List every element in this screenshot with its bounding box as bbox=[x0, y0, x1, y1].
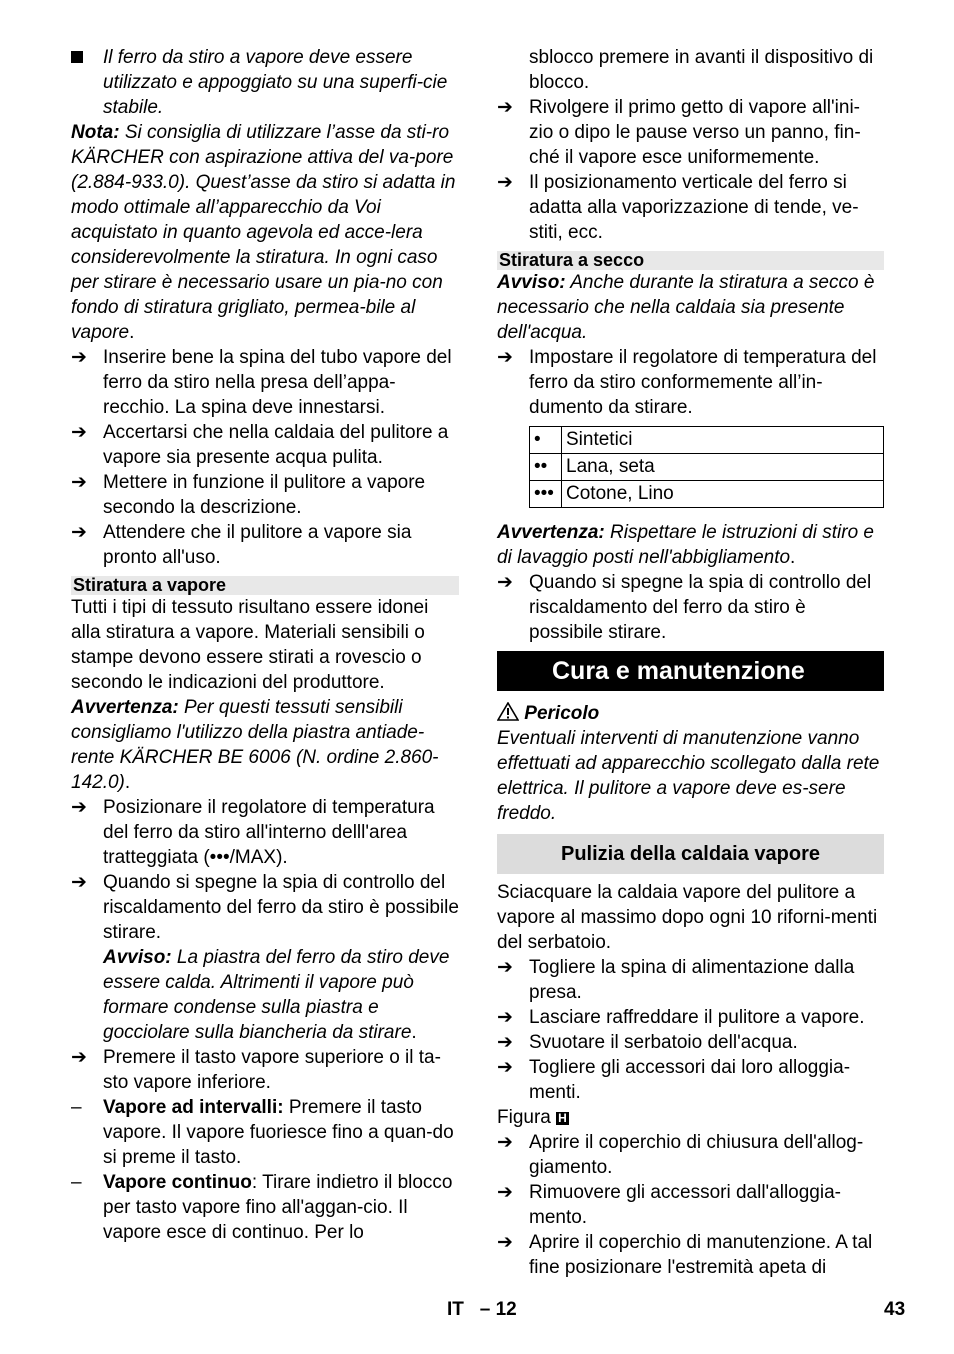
avvertenza-label: Avvertenza: bbox=[497, 522, 605, 543]
temperature-table bbox=[529, 426, 884, 508]
avvertenza-text: Rispettare le istruzioni di stiro e di lavaggio posti nell'abbigliamento bbox=[497, 522, 874, 568]
avviso-paragraph bbox=[103, 945, 459, 1045]
footer-local-page: – 12 bbox=[479, 1299, 517, 1320]
dash-item bbox=[71, 1170, 459, 1245]
step-item bbox=[497, 1180, 884, 1230]
avvertenza-paragraph bbox=[71, 695, 459, 795]
step-text: Accertarsi che nella caldaia del pulitore a vapore sia presente acqua pulita. bbox=[103, 422, 449, 468]
step-text: Rivolgere il primo getto di vapore all'ini-zio o dipo le pause verso un panno, fin-ché il vapore esce uniformemente. bbox=[529, 97, 861, 168]
avviso-paragraph bbox=[497, 270, 884, 345]
footer-page-label bbox=[447, 1297, 517, 1322]
step-item bbox=[71, 520, 459, 570]
arrow-icon: ➔ bbox=[497, 957, 513, 978]
step-item bbox=[497, 1130, 884, 1180]
table-row bbox=[530, 481, 884, 508]
warning-triangle-icon bbox=[497, 703, 519, 724]
figure-h-badge: H bbox=[558, 1111, 567, 1125]
arrow-icon: ➔ bbox=[497, 172, 513, 193]
step-item bbox=[71, 1045, 459, 1095]
vapore-intro: Tutti i tipi di tessuto risultano essere idonei alla stiratura a vapore. Materiali sensibili o stampe devono essere stirati a rovescio o secondo le indicazioni del produttore. bbox=[71, 597, 429, 693]
step-text: Attendere che il pulitore a vapore sia pronto all'uso. bbox=[103, 522, 412, 568]
pericolo-text: Eventuali interventi di manutenzione vanno effettuati ad apparecchio scollegato dalla rete elettrica. Il pulitore a vapore deve es-sere freddo. bbox=[497, 728, 880, 824]
step-item bbox=[71, 870, 459, 1045]
temp-label: Lana, seta bbox=[562, 454, 884, 481]
avvertenza-paragraph bbox=[497, 520, 884, 570]
avviso-end: . bbox=[411, 1022, 417, 1043]
temp-label: Sintetici bbox=[562, 427, 884, 454]
pericolo-label: Pericolo bbox=[524, 703, 600, 724]
bullet-item bbox=[71, 45, 459, 120]
arrow-icon: ➔ bbox=[497, 1032, 513, 1053]
arrow-icon: ➔ bbox=[71, 422, 87, 443]
dash-body: Premere il tasto vapore. Il vapore fuoriesce fino a quan-do si preme il tasto. bbox=[103, 1097, 454, 1168]
step-item bbox=[71, 795, 459, 870]
step-item bbox=[71, 420, 459, 470]
avviso-text: Anche durante la stiratura a secco è necessario che nella caldaia sia presente dell'acqua. bbox=[497, 272, 875, 343]
step-item bbox=[497, 345, 884, 420]
arrow-icon: ➔ bbox=[497, 1232, 513, 1253]
footer-lang: IT bbox=[447, 1299, 464, 1320]
avviso-text: La piastra del ferro da stiro deve essere calda. Altrimenti il vapore può formare condense sulla piastra e gocciolare sulla biancheria da stirare bbox=[103, 947, 450, 1043]
arrow-icon: ➔ bbox=[497, 1132, 513, 1153]
arrow-icon: ➔ bbox=[71, 797, 87, 818]
step-item bbox=[497, 570, 884, 645]
figura-reference bbox=[497, 1105, 884, 1130]
arrow-icon: ➔ bbox=[497, 1057, 513, 1078]
step-item bbox=[71, 345, 459, 420]
dash-body: : Tirare indietro il blocco per tasto vapore fino all'aggan-cio. Il vapore esce di continuo. Per lo bbox=[103, 1172, 453, 1243]
step-text: Inserire bene la spina del tubo vapore del ferro da stiro nella presa dell’appa-recchio. La spina deve innestarsi. bbox=[103, 347, 452, 418]
continued-text: sblocco premere in avanti il dispositivo di blocco. bbox=[529, 47, 874, 93]
figura-label: Figura bbox=[497, 1107, 551, 1128]
step-text: Posizionare il regolatore di temperatura del ferro da stiro all'interno delll'area tratteggiata (•••/MAX). bbox=[103, 797, 435, 868]
nota-paragraph bbox=[71, 120, 459, 345]
bullet-text: Il ferro da stiro a vapore deve essere utilizzato e appoggiato su una superfi-cie stabile. bbox=[103, 47, 448, 118]
temp-label: Cotone, Lino bbox=[562, 481, 884, 508]
section-heading-pulizia: Pulizia della caldaia vapore bbox=[497, 834, 884, 874]
step-item bbox=[497, 1055, 884, 1105]
arrow-icon: ➔ bbox=[71, 1047, 87, 1068]
avvertenza-label: Avvertenza: bbox=[71, 697, 179, 718]
pericolo-heading bbox=[497, 701, 884, 726]
chapter-heading: Cura e manutenzione bbox=[497, 651, 884, 691]
step-text: Lasciare raffreddare il pulitore a vapore. bbox=[529, 1007, 865, 1028]
step-text: Impostare il regolatore di temperatura del ferro da stiro conformemente all’in-dumento da stirare. bbox=[529, 347, 877, 418]
avvertenza-text: Per questi tessuti sensibili consigliamo l'utilizzo della piastra antiade-rente KÄRCHER BE 6006 (N. ordine 2.860-142.0) bbox=[71, 697, 439, 793]
arrow-icon: ➔ bbox=[497, 1182, 513, 1203]
nota-label: Nota: bbox=[71, 122, 120, 143]
step-text: Togliere la spina di alimentazione dalla presa. bbox=[529, 957, 855, 1003]
avvertenza-end: . bbox=[790, 547, 796, 568]
dash-label: Vapore ad intervalli: bbox=[103, 1097, 284, 1118]
step-text: Aprire il coperchio di manutenzione. A tal fine posizionare l'estremità apeta di bbox=[529, 1232, 873, 1278]
temp-dots: • bbox=[530, 427, 562, 454]
arrow-icon: ➔ bbox=[497, 97, 513, 118]
section-heading-stiratura-secco: Stiratura a secco bbox=[497, 251, 884, 270]
dash-text bbox=[103, 1170, 459, 1245]
avviso-label: Avviso: bbox=[497, 272, 566, 293]
step-item bbox=[497, 95, 884, 170]
table-row bbox=[530, 454, 884, 481]
pulizia-intro: Sciacquare la caldaia vapore del pulitore a vapore al massimo dopo ogni 10 riforni-menti del serbatoio. bbox=[497, 882, 878, 953]
nota-text: Si consiglia di utilizzare l’asse da sti-ro KÄRCHER con aspirazione attiva del va-pore (2.884-933.0). Quest’asse da stiro si adatta in modo ottimale all’apparecchio da Voi acquistato in quanto agevola ed acce-lera considerevolmente la stiratura. In ogni caso per stirare è necessario usare un pia-no con fondo di stiratura grigliato, permea-bile al vapore bbox=[71, 122, 456, 343]
footer-page-number: 43 bbox=[884, 1299, 906, 1320]
step-text: Rimuovere gli accessori dall'alloggia-mento. bbox=[529, 1182, 841, 1228]
right-column bbox=[497, 45, 884, 1280]
section-heading-stiratura-vapore: Stiratura a vapore bbox=[71, 576, 459, 595]
step-text: Mettere in funzione il pulitore a vapore secondo la descrizione. bbox=[103, 472, 426, 518]
left-column bbox=[71, 45, 459, 1245]
step-item bbox=[497, 170, 884, 245]
avviso-label: Avviso: bbox=[103, 947, 172, 968]
step-text: Quando si spegne la spia di controllo del riscaldamento del ferro da stiro è possibile stirare. bbox=[529, 572, 872, 643]
step-text: Premere il tasto vapore superiore o il ta-sto vapore inferiore. bbox=[103, 1047, 441, 1093]
dash-label: Vapore continuo bbox=[103, 1172, 252, 1193]
dash-marker: – bbox=[71, 1172, 82, 1193]
table-row bbox=[530, 427, 884, 454]
step-item bbox=[497, 1030, 884, 1055]
step-text: Quando si spegne la spia di controllo del riscaldamento del ferro da stiro è possibile stirare. bbox=[103, 872, 459, 943]
dash-marker: – bbox=[71, 1097, 82, 1118]
arrow-icon: ➔ bbox=[71, 472, 87, 493]
step-text: Il posizionamento verticale del ferro si adatta alla vaporizzazione di tende, ve-stiti, ecc. bbox=[529, 172, 859, 243]
arrow-icon: ➔ bbox=[71, 522, 87, 543]
step-item bbox=[497, 1005, 884, 1030]
arrow-icon: ➔ bbox=[497, 572, 513, 593]
temp-dots: •• bbox=[530, 454, 562, 481]
arrow-icon: ➔ bbox=[497, 347, 513, 368]
dash-text bbox=[103, 1095, 459, 1170]
square-bullet-icon bbox=[71, 45, 83, 70]
step-item bbox=[71, 470, 459, 520]
step-text: Aprire il coperchio di chiusura dell'allog-giamento. bbox=[529, 1132, 864, 1178]
arrow-icon: ➔ bbox=[497, 1007, 513, 1028]
avvertenza-end: . bbox=[124, 772, 131, 793]
nota-end: . bbox=[129, 322, 135, 343]
arrow-icon: ➔ bbox=[71, 347, 87, 368]
dash-item bbox=[71, 1095, 459, 1170]
step-item bbox=[497, 1230, 884, 1280]
arrow-icon: ➔ bbox=[71, 872, 87, 893]
step-text: Svuotare il serbatoio dell'acqua. bbox=[529, 1032, 798, 1053]
step-item bbox=[497, 955, 884, 1005]
temp-dots: ••• bbox=[530, 481, 562, 508]
step-text: Togliere gli accessori dai loro alloggia-menti. bbox=[529, 1057, 851, 1103]
